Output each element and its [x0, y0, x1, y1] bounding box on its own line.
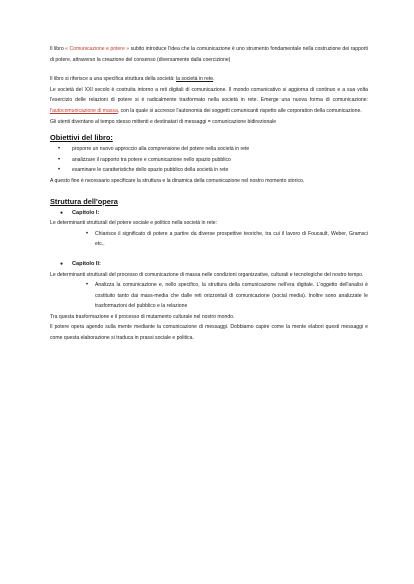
list-item: • Chiarisce il significato di potere a partire da diverse prospettive teoriche, tra cui il lavoro di Foucault, Weber, Gramsci etc..: [50, 229, 368, 250]
intro-text: Le società del XXI secolo è costruita intorno a reti digitali di comunicazione. Il mondo comunicativo si aggiorna di continuo e a sua volta l'esercizio delle relazioni di potere si è radicalmente trasformato nella società in rete. Emerge una nuova forma di comunicazione:: [50, 86, 368, 104]
structure-paragraph: Tra questa trasformazione e il processo di mutamento culturale nel nostro mondo.: [50, 313, 235, 320]
chapter-2-list: [50, 280, 368, 312]
intro-text: Il libro si riferisce a una specifica struttura della società:: [50, 76, 176, 83]
intro-text-continued: subito introduce l'idea che la comunicazione è uno strumento fondamentale nella costruzione dei rapporti di potere, attraverso la creazione del consenso (diversamente dalla coercizione): [50, 46, 368, 63]
mass-self-communication-term: l'autocomunicazione di massa: [50, 107, 118, 114]
document-body: [50, 44, 368, 344]
list-item: • proporre un nuovo approccio alla comprensione del potere nella società in rete: [50, 144, 368, 155]
chapter-1-description: Le determinanti strutturali del potere sociale e politico nella società in rete:: [50, 220, 218, 227]
intro-paragraph-1: [50, 44, 368, 65]
intro-text-continued: , con la quale si accresce l'autonomia dei soggetti comunicanti rispetto alle corporation della comunicazione.: [117, 107, 362, 114]
intro-paragraph-3: [50, 85, 368, 117]
chapter-2-label: ● Capitolo II:: [50, 259, 368, 270]
structure-heading: Struttura dell'opera: [50, 196, 118, 206]
intro-text: Il libro: [50, 46, 66, 52]
intro-text-end: .: [213, 76, 215, 83]
chapter-2-description: Le determinanti strutturali del processo di comunicazione di massa nelle condizioni organizzative, culturali e tecnologiche del nostro tempo.: [50, 271, 364, 278]
book-title: « Comunicazione e potere »: [65, 46, 130, 52]
intro-paragraph-4: Gli utenti diventano al tempo stesso mittenti e destinatari di messaggi = comunicazione bidirezionale: [50, 118, 277, 125]
intro-paragraph-2: [50, 74, 368, 85]
list-item: • analizzare il rapporto tra potere e comunicazione nello spazio pubblico: [50, 155, 368, 166]
structure-final-paragraph: Il potere opera agendo sulla mente mediante la comunicazione di messaggi. Dobbiamo capire come la mente elabori questi messaggi e come questa elaborazione si traduca in prassi sociale e politica.: [50, 324, 368, 342]
chapter-1-label: ● Capitolo I:: [50, 208, 368, 219]
chapter-1-list: [50, 229, 368, 250]
network-society-link[interactable]: la società in rete: [175, 76, 214, 83]
objectives-list: [50, 144, 368, 176]
list-item: • esaminare le caratteristiche dello spazio pubblico della società in rete: [50, 165, 368, 176]
list-item: • Analizza la comunicazione e, nello specifico, la struttura della comunicazione nell'era digitale. L'oggetto dell'analisi è costituito tanto dai mass-media che dalle reti orizzontali di comunicazione (social media). Inoltre sono analizzate le trasformazioni del pubblico e la relazione: [50, 280, 368, 312]
objectives-closing: A questo fine è necessario specificare la struttura e la dinamica della comunicazione nel nostro momento storico.: [50, 177, 305, 184]
objectives-heading: Obiettivi del libro:: [50, 133, 113, 143]
